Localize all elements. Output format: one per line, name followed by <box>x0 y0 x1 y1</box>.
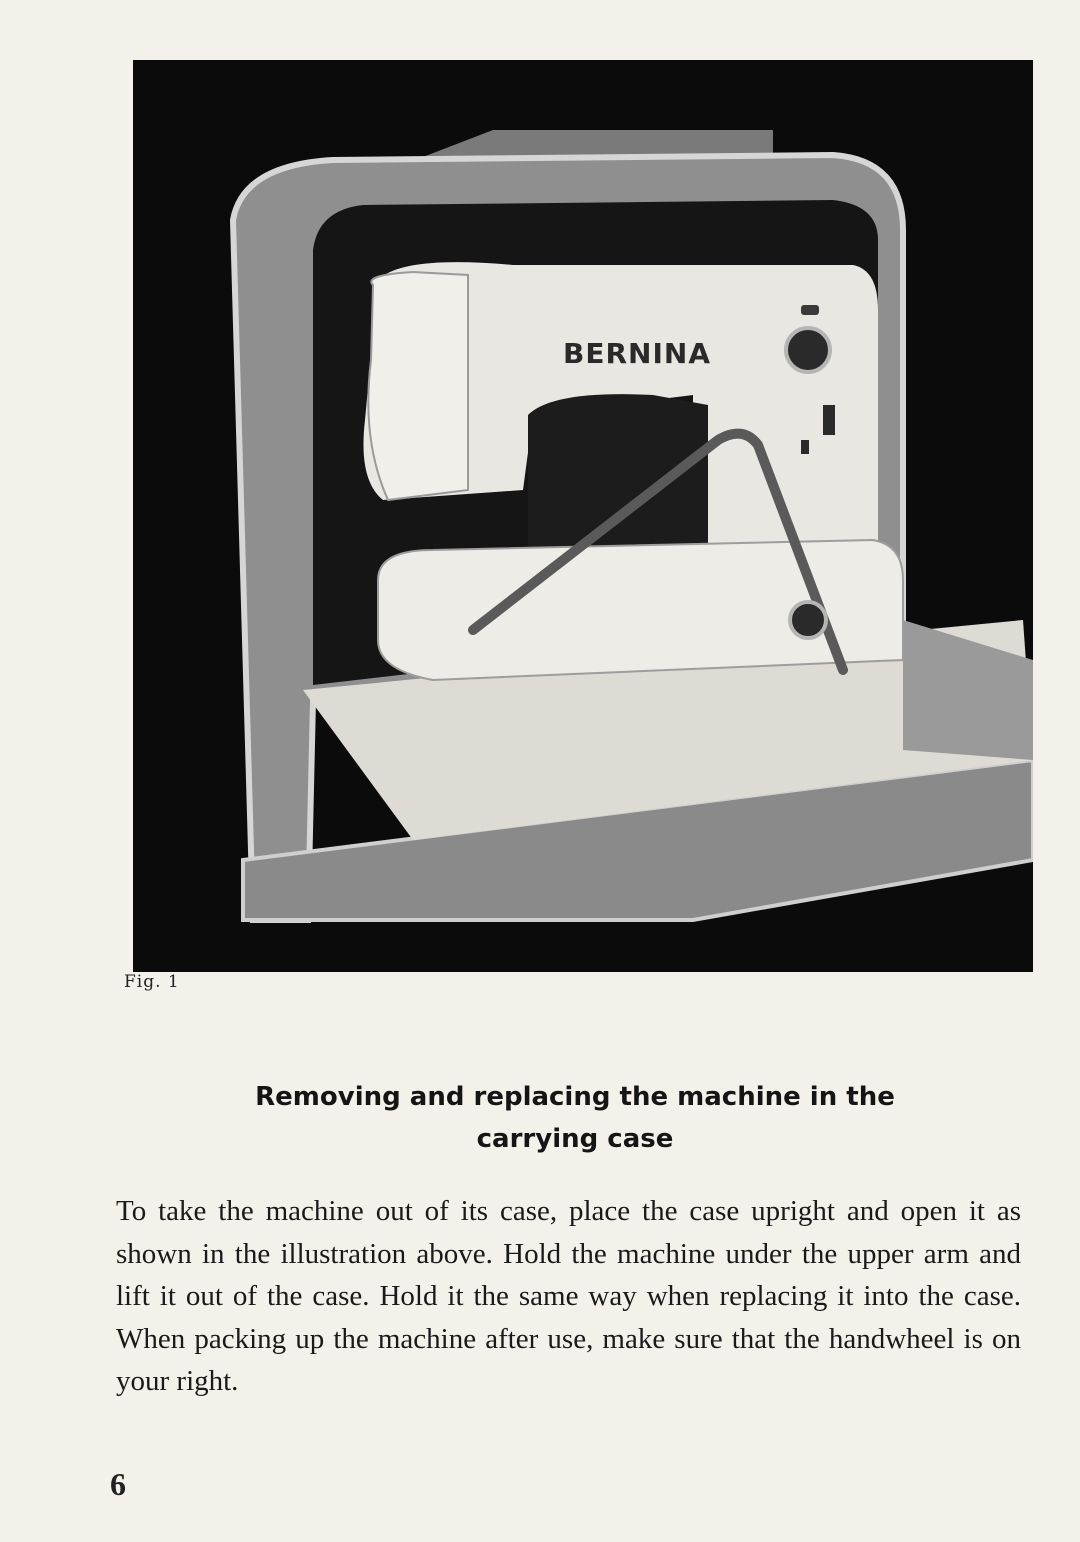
section-heading-line-2: carrying case <box>476 1124 674 1154</box>
figure-sewing-machine-in-case <box>133 60 1033 972</box>
stitch-dial-icon <box>786 328 830 372</box>
brand-label: BERNINA <box>563 337 711 370</box>
section-heading-line-1: Removing and replacing the machine in the <box>255 1082 895 1112</box>
page-number: 6 <box>110 1466 126 1502</box>
sewing-machine-illustration <box>133 60 1033 972</box>
figure-caption: Fig. 1 <box>124 972 180 992</box>
lower-dial-icon <box>790 602 826 638</box>
section-heading <box>160 1076 990 1160</box>
body-paragraph: To take the machine out of its case, place the case upright and open it as shown in the illustration above. Hold the machine under the upper arm and lift it out of the case. Hold it the same way when replacing it into the case. When packing up the machine after use, make sure that the handwheel is on your right. <box>116 1195 1021 1398</box>
